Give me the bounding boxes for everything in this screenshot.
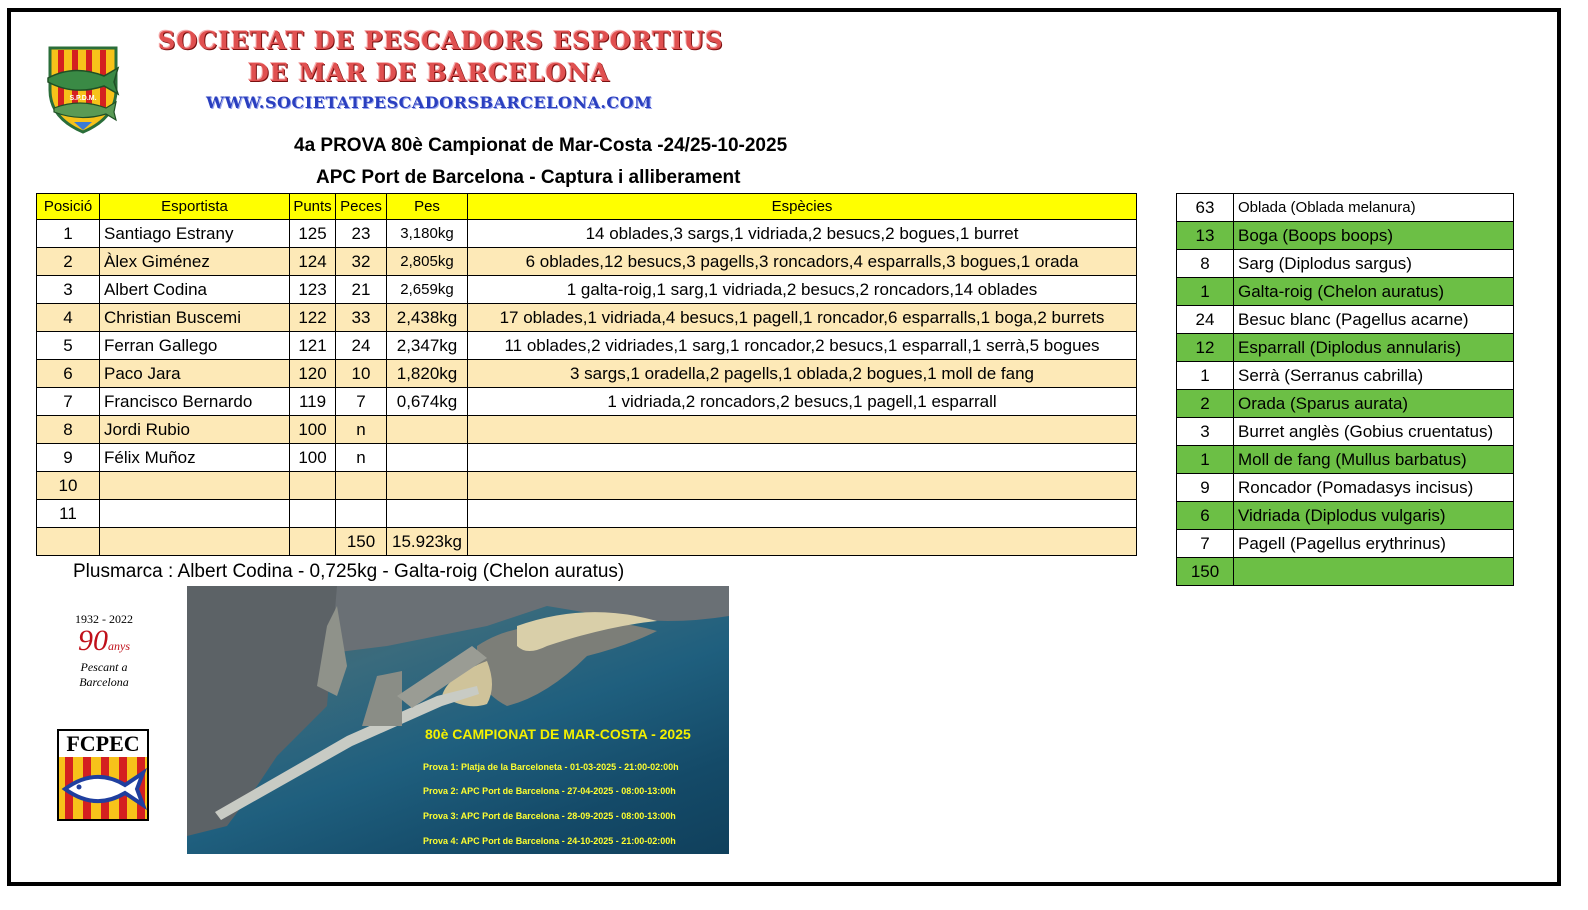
cell-peces: n bbox=[336, 416, 387, 444]
anniversary-tagline: Pescant a Barcelona bbox=[79, 660, 129, 689]
cell-pes: 2,438kg bbox=[387, 304, 468, 332]
species-name: Vidriada (Diplodus vulgaris) bbox=[1234, 502, 1514, 530]
table-row bbox=[37, 444, 1137, 472]
cell-peces: 7 bbox=[336, 388, 387, 416]
cell-name: Albert Codina bbox=[100, 276, 290, 304]
species-row bbox=[1177, 306, 1514, 334]
species-row bbox=[1177, 362, 1514, 390]
table-row bbox=[37, 500, 1137, 528]
species-table bbox=[1176, 193, 1514, 586]
totals-empty-cell bbox=[290, 528, 336, 556]
totals-row bbox=[37, 528, 1137, 556]
species-count: 63 bbox=[1177, 194, 1234, 222]
cell-name: Paco Jara bbox=[100, 360, 290, 388]
page-subtitle: APC Port de Barcelona - Captura i alliberament bbox=[316, 167, 741, 188]
species-row bbox=[1177, 194, 1514, 222]
species-count: 24 bbox=[1177, 306, 1234, 334]
table-row bbox=[37, 472, 1137, 500]
table-row bbox=[37, 304, 1137, 332]
cell-punts: 125 bbox=[290, 220, 336, 248]
photo-line-4: Prova 4: APC Port de Barcelona - 24-10-2025 - 21:00-02:00h bbox=[423, 836, 676, 846]
species-count: 6 bbox=[1177, 502, 1234, 530]
cell-pes: 2,659kg bbox=[387, 276, 468, 304]
cell-peces: 32 bbox=[336, 248, 387, 276]
species-name: Boga (Boops boops) bbox=[1234, 222, 1514, 250]
cell-peces: n bbox=[336, 444, 387, 472]
cell-name: Àlex Giménez bbox=[100, 248, 290, 276]
species-row bbox=[1177, 278, 1514, 306]
col-header-punts: Punts bbox=[290, 194, 336, 220]
table-row bbox=[37, 388, 1137, 416]
cell-especies bbox=[468, 500, 1137, 528]
cell-name: Santiago Estrany bbox=[100, 220, 290, 248]
cell-name: Francisco Bernardo bbox=[100, 388, 290, 416]
cell-punts: 100 bbox=[290, 444, 336, 472]
photo-line-3: Prova 3: APC Port de Barcelona - 28-09-2025 - 08:00-13:00h bbox=[423, 811, 676, 821]
species-count: 7 bbox=[1177, 530, 1234, 558]
totals-empty-cell bbox=[37, 528, 100, 556]
cell-pos: 7 bbox=[37, 388, 100, 416]
species-row bbox=[1177, 446, 1514, 474]
species-count: 13 bbox=[1177, 222, 1234, 250]
table-row bbox=[37, 360, 1137, 388]
species-name: Roncador (Pomadasys incisus) bbox=[1234, 474, 1514, 502]
species-count: 1 bbox=[1177, 362, 1234, 390]
species-row bbox=[1177, 222, 1514, 250]
species-name: Serrà (Serranus cabrilla) bbox=[1234, 362, 1514, 390]
table-row bbox=[37, 332, 1137, 360]
col-header-esportista: Esportista bbox=[100, 194, 290, 220]
species-name: Galta-roig (Chelon auratus) bbox=[1234, 278, 1514, 306]
species-row bbox=[1177, 530, 1514, 558]
cell-especies bbox=[468, 472, 1137, 500]
col-header-peces: Peces bbox=[336, 194, 387, 220]
cell-pes: 3,180kg bbox=[387, 220, 468, 248]
species-name: Oblada (Oblada melanura) bbox=[1234, 194, 1514, 222]
cell-pes bbox=[387, 500, 468, 528]
cell-punts: 121 bbox=[290, 332, 336, 360]
species-row bbox=[1177, 418, 1514, 446]
totals-empty-cell bbox=[100, 528, 290, 556]
cell-pes: 2,805kg bbox=[387, 248, 468, 276]
cell-peces bbox=[336, 500, 387, 528]
total-peces: 150 bbox=[336, 528, 387, 556]
cell-especies bbox=[468, 416, 1137, 444]
species-name: Besuc blanc (Pagellus acarne) bbox=[1234, 306, 1514, 334]
cell-peces: 33 bbox=[336, 304, 387, 332]
results-header-row bbox=[37, 194, 1137, 220]
cell-especies: 17 oblades,1 vidriada,4 besucs,1 pagell,1 roncador,6 esparralls,1 boga,2 burrets bbox=[468, 304, 1137, 332]
cell-pes: 2,347kg bbox=[387, 332, 468, 360]
cell-especies: 11 oblades,2 vidriades,1 sarg,1 roncador,2 besucs,1 esparrall,1 serrà,5 bogues bbox=[468, 332, 1137, 360]
cell-pes: 0,674kg bbox=[387, 388, 468, 416]
cell-name: Christian Buscemi bbox=[100, 304, 290, 332]
cell-name: Félix Muñoz bbox=[100, 444, 290, 472]
cell-punts: 122 bbox=[290, 304, 336, 332]
cell-pos: 6 bbox=[37, 360, 100, 388]
cell-pos: 9 bbox=[37, 444, 100, 472]
results-table bbox=[36, 193, 1137, 556]
org-name-line2: DE MAR DE BARCELONA bbox=[248, 58, 610, 87]
cell-name bbox=[100, 472, 290, 500]
fcpec-logo bbox=[57, 729, 149, 821]
cell-especies bbox=[468, 444, 1137, 472]
website-link[interactable]: WWW.SOCIETATPESCADORSBARCELONA.COM bbox=[206, 93, 653, 112]
cell-punts: 120 bbox=[290, 360, 336, 388]
species-row bbox=[1177, 250, 1514, 278]
species-name: Burret anglès (Gobius cruentatus) bbox=[1234, 418, 1514, 446]
species-row bbox=[1177, 502, 1514, 530]
col-header-pes: Pes bbox=[387, 194, 468, 220]
record-text: Plusmarca : Albert Codina - 0,725kg - Galta-roig (Chelon auratus) bbox=[73, 561, 625, 582]
spdm-logo bbox=[44, 38, 122, 134]
species-row bbox=[1177, 390, 1514, 418]
championship-photo bbox=[187, 586, 729, 854]
cell-punts bbox=[290, 472, 336, 500]
total-pes: 15.923kg bbox=[387, 528, 468, 556]
cell-pes: 1,820kg bbox=[387, 360, 468, 388]
cell-peces bbox=[336, 472, 387, 500]
photo-title: 80è CAMPIONAT DE MAR-COSTA - 2025 bbox=[425, 726, 691, 742]
cell-pos: 8 bbox=[37, 416, 100, 444]
col-header-posicio: Posició bbox=[37, 194, 100, 220]
photo-line-2: Prova 2: APC Port de Barcelona - 27-04-2025 - 08:00-13:00h bbox=[423, 786, 676, 796]
cell-especies: 1 galta-roig,1 sarg,1 vidriada,2 besucs,2 roncadors,14 oblades bbox=[468, 276, 1137, 304]
cell-pes bbox=[387, 416, 468, 444]
cell-especies: 3 sargs,1 oradella,2 pagells,1 oblada,2 bogues,1 moll de fang bbox=[468, 360, 1137, 388]
species-row bbox=[1177, 334, 1514, 362]
cell-pos: 1 bbox=[37, 220, 100, 248]
table-row bbox=[37, 248, 1137, 276]
species-name: Sarg (Diplodus sargus) bbox=[1234, 250, 1514, 278]
species-name: Pagell (Pagellus erythrinus) bbox=[1234, 530, 1514, 558]
anniversary-ninety: 90 bbox=[78, 624, 108, 657]
cell-name: Ferran Gallego bbox=[100, 332, 290, 360]
cell-punts: 119 bbox=[290, 388, 336, 416]
cell-pos: 5 bbox=[37, 332, 100, 360]
table-row bbox=[37, 276, 1137, 304]
cell-pes bbox=[387, 472, 468, 500]
cell-pos: 10 bbox=[37, 472, 100, 500]
cell-peces: 21 bbox=[336, 276, 387, 304]
fcpec-label: FCPEC bbox=[66, 731, 140, 756]
cell-punts: 100 bbox=[290, 416, 336, 444]
cell-peces: 23 bbox=[336, 220, 387, 248]
cell-pes bbox=[387, 444, 468, 472]
fcpec-fish-icon bbox=[59, 757, 147, 819]
cell-peces: 24 bbox=[336, 332, 387, 360]
page-title: 4a PROVA 80è Campionat de Mar-Costa -24/25-10-2025 bbox=[294, 135, 788, 156]
logo-text: S.P.D.M. bbox=[69, 95, 97, 102]
species-total-empty bbox=[1234, 558, 1514, 586]
species-total: 150 bbox=[1177, 558, 1234, 586]
cell-pos: 4 bbox=[37, 304, 100, 332]
cell-name: Jordi Rubio bbox=[100, 416, 290, 444]
org-name-line1: SOCIETAT DE PESCADORS ESPORTIUS bbox=[158, 26, 724, 55]
col-header-especies: Espècies bbox=[468, 194, 1137, 220]
table-row bbox=[37, 220, 1137, 248]
species-name: Orada (Sparus aurata) bbox=[1234, 390, 1514, 418]
cell-punts bbox=[290, 500, 336, 528]
species-count: 1 bbox=[1177, 278, 1234, 306]
cell-especies: 14 oblades,3 sargs,1 vidriada,2 besucs,2 bogues,1 burret bbox=[468, 220, 1137, 248]
totals-empty-cell bbox=[468, 528, 1137, 556]
anniversary-ninety-wrap bbox=[56, 624, 152, 660]
cell-punts: 123 bbox=[290, 276, 336, 304]
species-name: Moll de fang (Mullus barbatus) bbox=[1234, 446, 1514, 474]
species-count: 3 bbox=[1177, 418, 1234, 446]
species-count: 12 bbox=[1177, 334, 1234, 362]
cell-pos: 11 bbox=[37, 500, 100, 528]
cell-punts: 124 bbox=[290, 248, 336, 276]
cell-peces: 10 bbox=[336, 360, 387, 388]
cell-especies: 6 oblades,12 besucs,3 pagells,3 roncadors,4 esparralls,3 bogues,1 orada bbox=[468, 248, 1137, 276]
cell-pos: 2 bbox=[37, 248, 100, 276]
table-row bbox=[37, 416, 1137, 444]
anniversary-logo bbox=[56, 612, 152, 689]
species-count: 8 bbox=[1177, 250, 1234, 278]
photo-line-1: Prova 1: Platja de la Barceloneta - 01-03-2025 - 21:00-02:00h bbox=[423, 762, 679, 772]
species-name: Esparrall (Diplodus annularis) bbox=[1234, 334, 1514, 362]
anniversary-anys: anys bbox=[108, 639, 130, 653]
cell-name bbox=[100, 500, 290, 528]
species-row bbox=[1177, 474, 1514, 502]
cell-especies: 1 vidriada,2 roncadors,2 besucs,1 pagell,1 esparrall bbox=[468, 388, 1137, 416]
species-count: 2 bbox=[1177, 390, 1234, 418]
species-total-row bbox=[1177, 558, 1514, 586]
species-count: 9 bbox=[1177, 474, 1234, 502]
anniversary-years: 1932 - 2022 bbox=[75, 612, 133, 626]
cell-pos: 3 bbox=[37, 276, 100, 304]
species-count: 1 bbox=[1177, 446, 1234, 474]
